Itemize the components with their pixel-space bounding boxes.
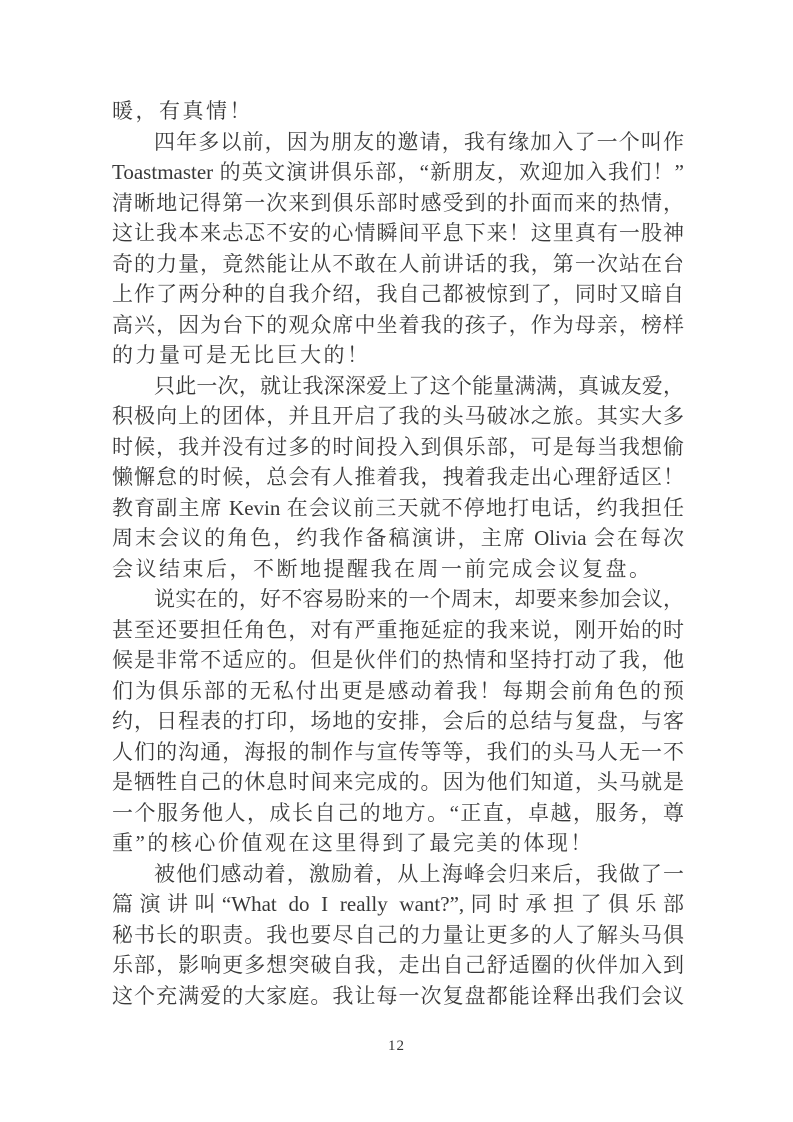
text-line: 人们的沟通，海报的制作与宣传等等，我们的头马人无一不 (112, 739, 684, 764)
text-line: 秘书长的职责。我也要尽自己的力量让更多的人了解头马俱 (112, 922, 684, 947)
page-number: 12 (388, 1038, 405, 1054)
text-line: 这让我本来忐忑不安的心情瞬间平息下来！这里真有一股神 (112, 221, 684, 245)
text-line: 暖，有真情！ (112, 99, 253, 123)
text-block (112, 96, 684, 1011)
text-line: 候是非常不适应的。但是伙伴们的热情和坚持打动了我，他 (112, 648, 684, 672)
text-line: Toastmaster 的英文演讲俱乐部，“新朋友，欢迎加入我们！” (112, 160, 684, 184)
text-line: 这个充满爱的大家庭。我让每一次复盘都能诠释出我们会议 (112, 983, 684, 1008)
text-line: 清晰地记得第一次来到俱乐部时感受到的扑面而来的热情， (112, 190, 684, 215)
text-line: 懒懈怠的时候，总会有人推着我，拽着我走出心理舒适区！ (112, 465, 684, 489)
text-line: 篇演讲叫“What do I really want?”,同时承担了俱乐部 (112, 892, 684, 916)
text-line: 说实在的，好不容易盼来的一个周末，却要来参加会议， (154, 587, 684, 611)
text-line: 是牺牲自己的休息时间来完成的。因为他们知道，头马就是 (112, 770, 684, 794)
text-line: 上作了两分种的自我介绍，我自己都被惊到了，同时又暗自 (112, 282, 684, 306)
text-line: 的力量可是无比巨大的！ (112, 343, 371, 367)
text-line: 积极向上的团体，并且开启了我的头马破冰之旅。其实大多 (112, 404, 684, 428)
text-line: 一个服务他人，成长自己的地方。“正直，卓越，服务，尊 (112, 800, 684, 825)
text-line: 奇的力量，竟然能让从不敢在人前讲话的我，第一次站在台 (112, 251, 684, 276)
text-line: 四年多以前，因为朋友的邀请，我有缘加入了一个叫作 (154, 129, 684, 154)
text-line: 高兴，因为台下的观众席中坐着我的孩子，作为母亲，榜样 (112, 312, 684, 337)
text-line: 教育副主席 Kevin 在会议前三天就不停地打电话，约我担任 (112, 495, 684, 520)
text-line: 约，日程表的打印，场地的安排，会后的总结与复盘，与客 (112, 709, 684, 733)
text-line: 会议结束后，不断地提醒我在周一前完成会议复盘。 (112, 556, 653, 581)
text-line: 乐部，影响更多想突破自我，走出自己舒适圈的伙伴加入到 (112, 953, 684, 977)
text-line: 周末会议的角色，约我作备稿演讲，主席 Olivia 会在每次 (112, 526, 684, 550)
text-line: 只此一次，就让我深深爱上了这个能量满满，真诚友爱， (154, 373, 684, 398)
text-line: 甚至还要担任角色，对有严重拖延症的我来说，刚开始的时 (112, 617, 684, 642)
text-line: 重”的核心价值观在这里得到了最完美的体现！ (112, 831, 594, 855)
text-line: 被他们感动着，激励着，从上海峰会归来后，我做了一 (154, 861, 684, 886)
text-line: 时候，我并没有过多的时间投入到俱乐部，可是每当我想偷 (112, 434, 684, 459)
text-line: 们为俱乐部的无私付出更是感动着我！每期会前角色的预 (112, 678, 684, 703)
